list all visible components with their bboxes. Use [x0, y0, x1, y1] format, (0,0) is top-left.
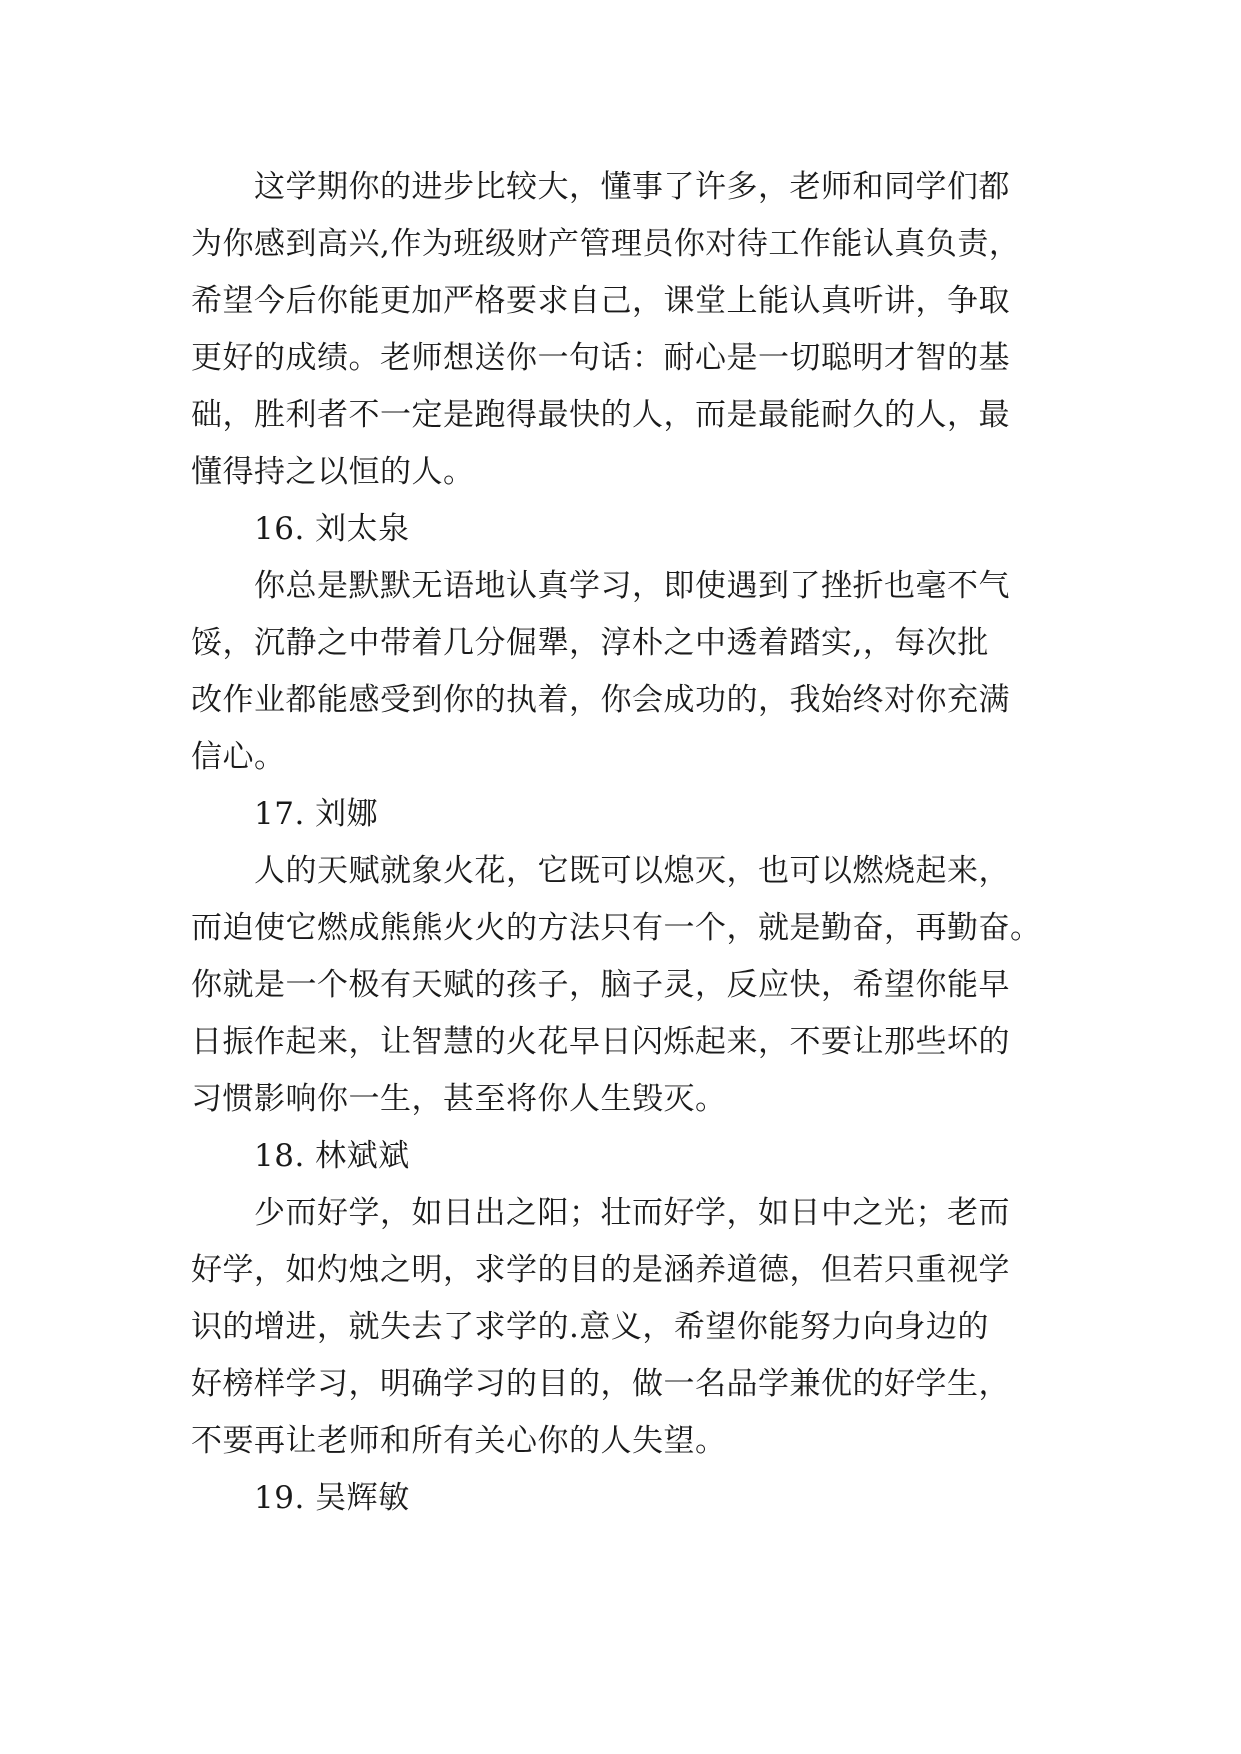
- paragraph-line: 而迫使它燃成熊熊火火的方法只有一个，就是勤奋，再勤奋。: [191, 910, 1042, 946]
- paragraph-line: 识的增进，就失去了求学的.意义，希望你能努力向身边的: [191, 1309, 989, 1345]
- paragraph-line: 这学期你的进步比较大，懂事了许多，老师和同学们都: [254, 169, 1010, 205]
- paragraph-line: 信心。: [191, 739, 286, 775]
- paragraph-line: 你总是默默无语地认真学习，即使遇到了挫折也毫不气: [254, 568, 1010, 604]
- paragraph-line: 为你感到高兴,作为班级财产管理员你对待工作能认真负责，: [191, 226, 1021, 262]
- paragraph-line: 习惯影响你一生，甚至将你人生毁灭。: [191, 1081, 727, 1117]
- student-heading: 18. 林斌斌: [254, 1138, 410, 1174]
- paragraph-line: 改作业都能感受到你的执着，你会成功的，我始终对你充满: [191, 682, 1010, 718]
- paragraph-line: 不要再让老师和所有关心你的人失望。: [191, 1423, 727, 1459]
- paragraph-line: 少而好学，如日出之阳；壮而好学，如日中之光；老而: [254, 1195, 1010, 1231]
- paragraph-line: 好榜样学习，明确学习的目的，做一名品学兼优的好学生，: [191, 1366, 1010, 1402]
- student-heading: 16. 刘太泉: [254, 511, 410, 547]
- paragraph-line: 好学，如灼烛之明，求学的目的是涵养道德，但若只重视学: [191, 1252, 1010, 1288]
- paragraph-line: 馁，沉静之中带着几分倔犟，淳朴之中透着踏实,，每次批: [191, 625, 989, 661]
- student-heading: 17. 刘娜: [254, 796, 379, 832]
- paragraph-line: 懂得持之以恒的人。: [191, 454, 475, 490]
- student-heading: 19. 吴辉敏: [254, 1480, 410, 1516]
- paragraph-line: 日振作起来，让智慧的火花早日闪烁起来，不要让那些坏的: [191, 1024, 1010, 1060]
- paragraph-line: 础，胜利者不一定是跑得最快的人，而是最能耐久的人，最: [191, 397, 1010, 433]
- paragraph-line: 你就是一个极有天赋的孩子，脑子灵，反应快，希望你能早: [191, 967, 1010, 1003]
- paragraph-line: 人的天赋就象火花，它既可以熄灭，也可以燃烧起来，: [254, 853, 1010, 889]
- paragraph-line: 希望今后你能更加严格要求自己，课堂上能认真听讲，争取: [191, 283, 1010, 319]
- paragraph-line: 更好的成绩。老师想送你一句话：耐心是一切聪明才智的基: [191, 340, 1010, 376]
